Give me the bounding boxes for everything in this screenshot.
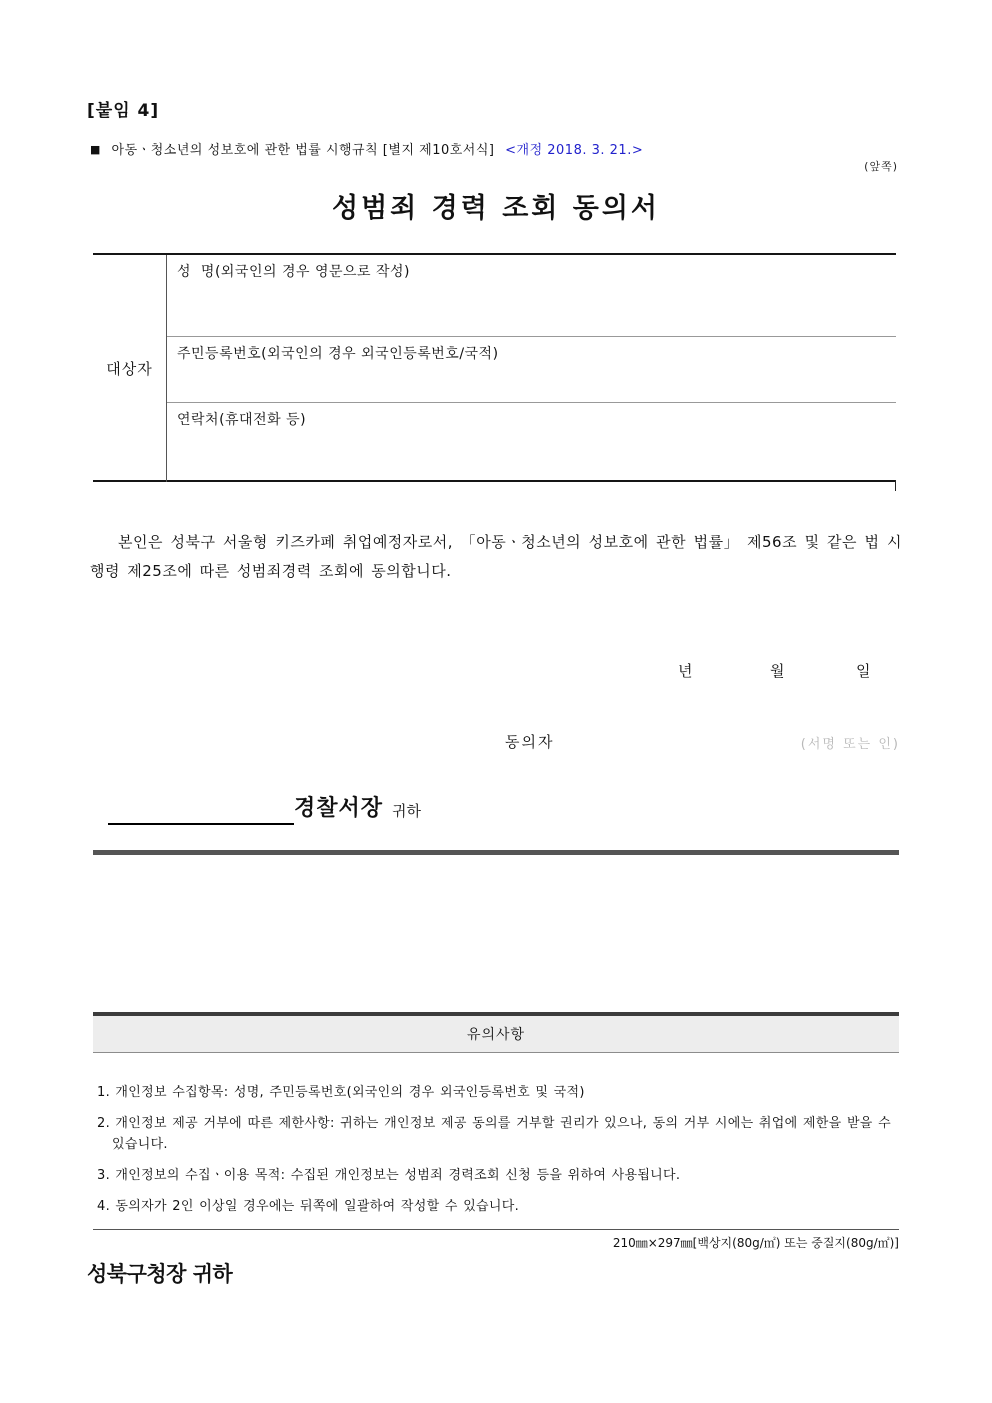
signer-label: 동의자 bbox=[505, 733, 555, 751]
revision-note: <개정 2018. 3. 21.> bbox=[505, 143, 644, 158]
paper-spec-note: 210㎜×297㎜[백상지(80g/㎡) 또는 중질지(80g/㎡)] bbox=[612, 1236, 899, 1250]
notice-item-3: 3. 개인정보의 수집ㆍ이용 목적: 수집된 개인정보는 성범죄 경력조회 신청 등을 위하여 사용됩니다. bbox=[97, 1168, 681, 1183]
table-corner-tick bbox=[895, 480, 896, 491]
notice-item-1: 1. 개인정보 수집항목: 성명, 주민등록번호(외국인의 경우 외국인등록번호 및 국적) bbox=[97, 1085, 585, 1100]
subject-info-table bbox=[93, 253, 896, 482]
section-divider-rule bbox=[93, 850, 899, 855]
name-field-cell: 성 명(외국인의 경우 영문으로 작성) bbox=[167, 255, 896, 337]
date-month-label: 월 bbox=[770, 662, 785, 680]
notice-list bbox=[97, 1082, 899, 1227]
page-side-label: (앞쪽) bbox=[864, 160, 898, 173]
resident-number-field-cell: 주민등록번호(외국인의 경우 외국인등록번호/국적) bbox=[167, 337, 896, 403]
police-station-blank-line bbox=[108, 795, 294, 825]
date-year-label: 년 bbox=[678, 662, 693, 680]
district-mayor-addressee: 성북구청장 귀하 bbox=[87, 1262, 233, 1286]
attachment-label: [붙임 4] bbox=[87, 101, 160, 121]
date-line bbox=[0, 660, 992, 682]
footer-divider-rule bbox=[93, 1229, 899, 1230]
form-reference-text: 아동ㆍ청소년의 성보호에 관한 법률 시행규칙 [별지 제10호서식] bbox=[111, 143, 495, 158]
police-addressee-line bbox=[108, 793, 421, 825]
page-title: 성범죄 경력 조회 동의서 bbox=[331, 193, 661, 224]
signature-hint: (서명 또는 인) bbox=[800, 737, 900, 752]
form-reference-line bbox=[90, 139, 643, 158]
notice-item-2: 2. 개인정보 제공 거부에 따른 제한사항: 귀하는 개인정보 제공 동의를 거부할 권리가 있으나, 동의 거부 시에는 취업에 제한을 받을 수 있습니다. bbox=[97, 1116, 891, 1152]
contact-field-cell: 연락처(휴대전화 등) bbox=[177, 412, 307, 428]
consent-statement: 본인은 성북구 서울형 키즈카페 취업예정자로서, 「아동ㆍ청소년의 성보호에 관한 법률」 제56조 및 같은 법 시행령 제25조에 따른 성범죄경력 조회에 동의합니다. bbox=[90, 533, 902, 580]
square-bullet-icon: ■ bbox=[90, 143, 101, 156]
police-chief-label: 경찰서장 bbox=[294, 796, 384, 821]
notice-section-header: 유의사항 bbox=[93, 1012, 899, 1053]
date-day-label: 일 bbox=[856, 662, 871, 680]
notice-item-4: 4. 동의자가 2인 이상일 경우에는 뒤쪽에 일괄하여 작성할 수 있습니다. bbox=[97, 1199, 520, 1214]
subject-row-header: 대상자 bbox=[93, 255, 167, 482]
police-chief-honorific: 귀하 bbox=[392, 802, 421, 820]
